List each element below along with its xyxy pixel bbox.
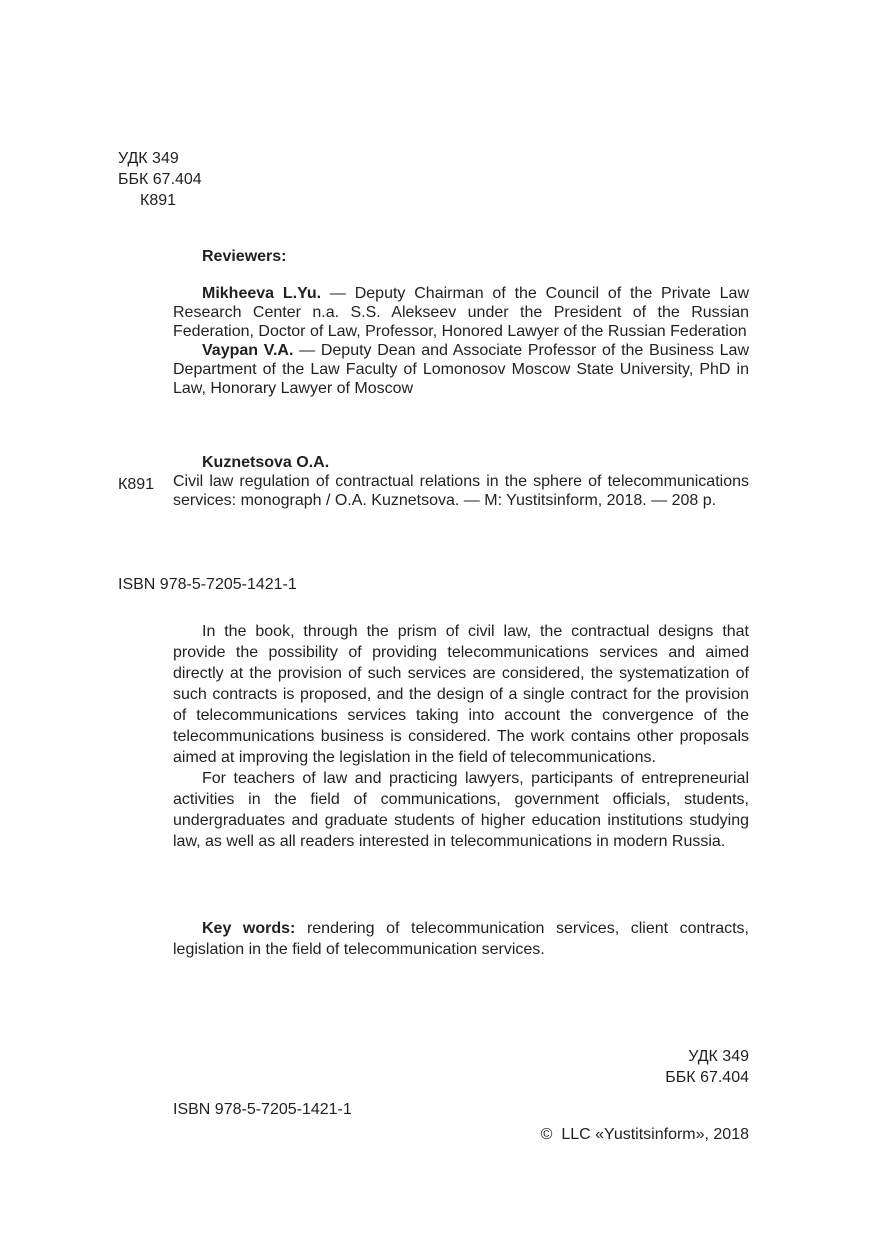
- udk-code-bottom: УДК 349: [688, 1048, 749, 1065]
- catalog-description: Civil law regulation of contractual relations in the sphere of telecommunications services: monograph / O.A. Kuznetsova. — M: Yustitsinform, 2018. — 208 p.: [173, 473, 749, 509]
- reviewers-list: [173, 284, 749, 398]
- bbk-code-bottom: ББК 67.404: [665, 1069, 749, 1086]
- catalog-author: Kuznetsova O.A.: [202, 454, 330, 471]
- catalog-entry: [173, 453, 749, 510]
- reviewers-heading: Reviewers:: [202, 248, 287, 265]
- classification-codes-top: [118, 148, 202, 211]
- abstract: [173, 621, 749, 852]
- reviewer-name: Mikheeva L.Yu.: [202, 285, 322, 302]
- isbn-bottom: ISBN 978-5-7205-1421-1: [173, 1101, 352, 1118]
- reviewer-name: Vaypan V.A.: [202, 342, 294, 359]
- udk-code: УДК 349: [118, 150, 179, 167]
- isbn-top: ISBN 978-5-7205-1421-1: [118, 576, 297, 593]
- reviewer-item: [173, 341, 749, 398]
- author-mark: К891: [140, 192, 177, 209]
- reviewer-description: — Deputy Dean and Associate Professor of the Business Law Department of the Law Faculty of Lomonosov Moscow State University, PhD in Law, Honorary Lawyer of Moscow: [173, 342, 750, 397]
- classification-codes-bottom: [573, 1046, 749, 1088]
- keywords-text: rendering of telecommunication services, client contracts, legislation in the field of telecommunication services.: [173, 920, 749, 958]
- reviewers-heading-block: [173, 246, 749, 267]
- catalog-mark: К891: [118, 476, 155, 493]
- bbk-code: ББК 67.404: [118, 171, 202, 188]
- reviewer-item: [173, 284, 749, 341]
- copyright: © LLC «Yustitsinform», 2018: [540, 1126, 749, 1143]
- abstract-paragraph: In the book, through the prism of civil law, the contractual designs that provide the possibility of providing telecommunications services and aimed directly at the provision of such services are considered, the systematization of such contracts is proposed, and the design of a single contract for the provision of telecommunications services taking into account the convergence of the telecommunications business is considered. The work contains other proposals aimed at improving the legislation in the field of telecommunications.: [173, 623, 749, 766]
- abstract-paragraph: For teachers of law and practicing lawyers, participants of entrepreneurial activities in the field of communications, government officials, students, undergraduates and graduate students of higher education institutions studying law, as well as all readers interested in telecommunications in modern Russia.: [173, 770, 749, 850]
- reviewer-description: — Deputy Chairman of the Council of the Private Law Research Center n.a. S.S. Alekseev under the President of the Russian Federation, Doctor of Law, Professor, Honored Lawyer of the Russian Federation: [173, 285, 750, 340]
- keywords: [173, 918, 749, 960]
- keywords-label: Key words:: [202, 920, 296, 937]
